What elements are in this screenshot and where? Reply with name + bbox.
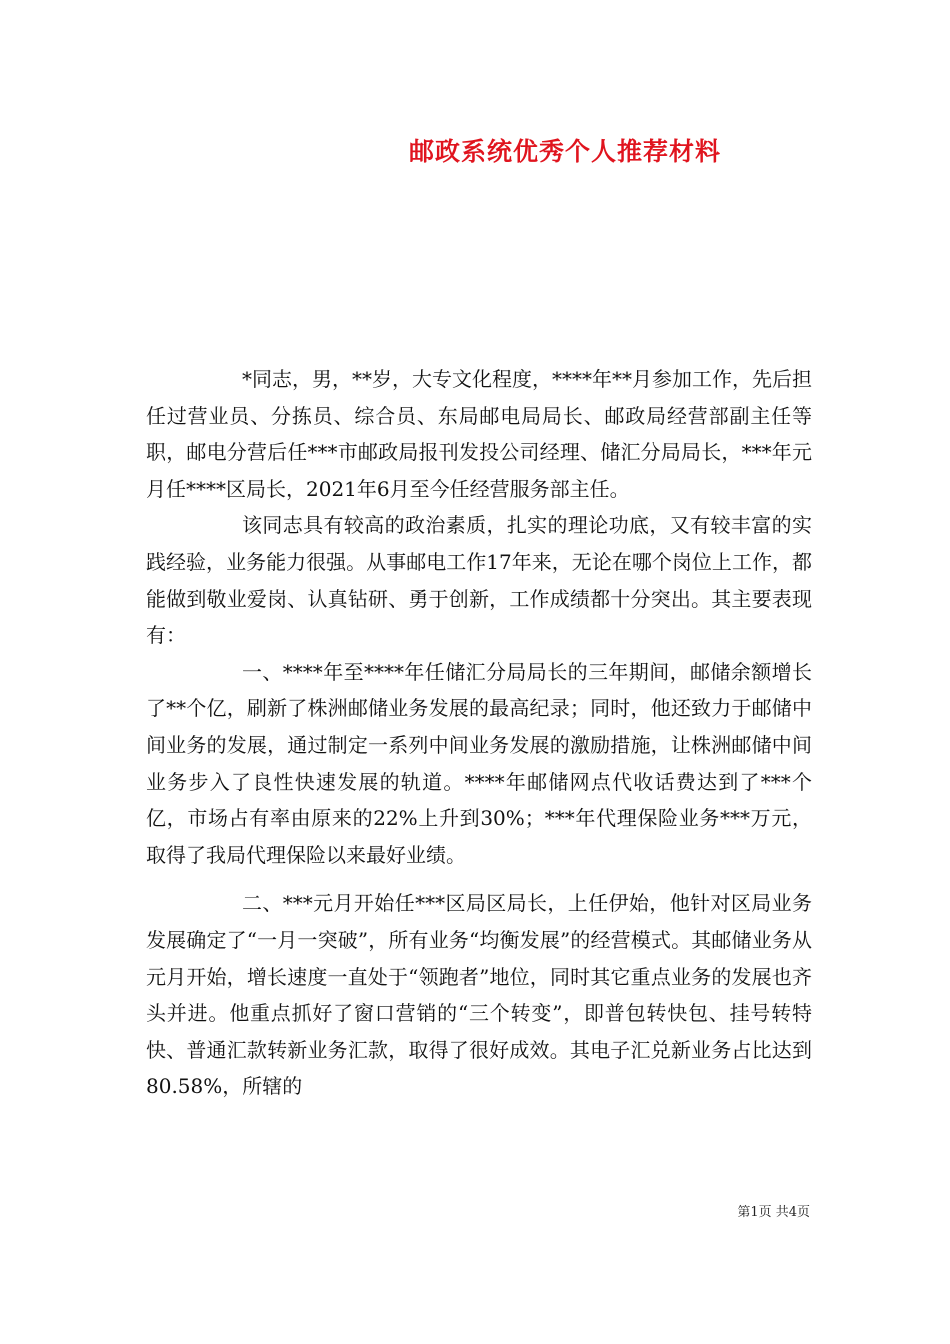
document-body: [146, 361, 812, 1105]
page-number-footer: 第1页 共4页: [737, 1205, 810, 1220]
paragraph-summary: 该同志具有较高的政治素质，扎实的理论功底，又有较丰富的实践经验，业务能力很强。从事邮电工作17年来，无论在哪个岗位上工作，都能做到敬业爱岗、认真钻研、勇于创新，工作成绩都十分突出。其主要表现有：: [146, 513, 812, 648]
paragraph-intro: *同志，男，**岁，大专文化程度，****年**月参加工作，先后担任过营业员、分拣员、综合员、东局邮电局局长、邮政局经营部副主任等职，邮电分营后任***市邮政局报刊发投公司经理、储汇分局局长，***年元月任****区局长，2021年6月至今任经营服务部主任。: [146, 367, 812, 501]
paragraph-point-one: 一、****年至****年任储汇分局局长的三年期间，邮储余额增长了**个亿，刷新了株洲邮储业务发展的最高纪录；同时，他还致力于邮储中间业务的发展，通过制定一系列中间业务发展的激励措施，让株洲邮储中间业务步入了良性快速发展的轨道。****年邮储网点代收话费达到了***个亿，市场占有率由原来的22%上升到30%；***年代理保险业务***万元，取得了我局代理保险以来最好业绩。: [146, 659, 812, 867]
paragraph-point-two: 二、***元月开始任***区局区局长，上任伊始，他针对区局业务发展确定了“一月一突破”，所有业务“均衡发展”的经营模式。其邮储业务从元月开始，增长速度一直处于“领跑者”地位，同时其它重点业务的发展也齐头并进。他重点抓好了窗口营销的“三个转变”，即普包转快包、挂号转特快、普通汇款转新业务汇款，取得了很好成效。其电子汇兑新业务占比达到80.58%，所辖的: [146, 891, 812, 1099]
document-title: 邮政系统优秀个人推荐材料: [408, 137, 721, 166]
